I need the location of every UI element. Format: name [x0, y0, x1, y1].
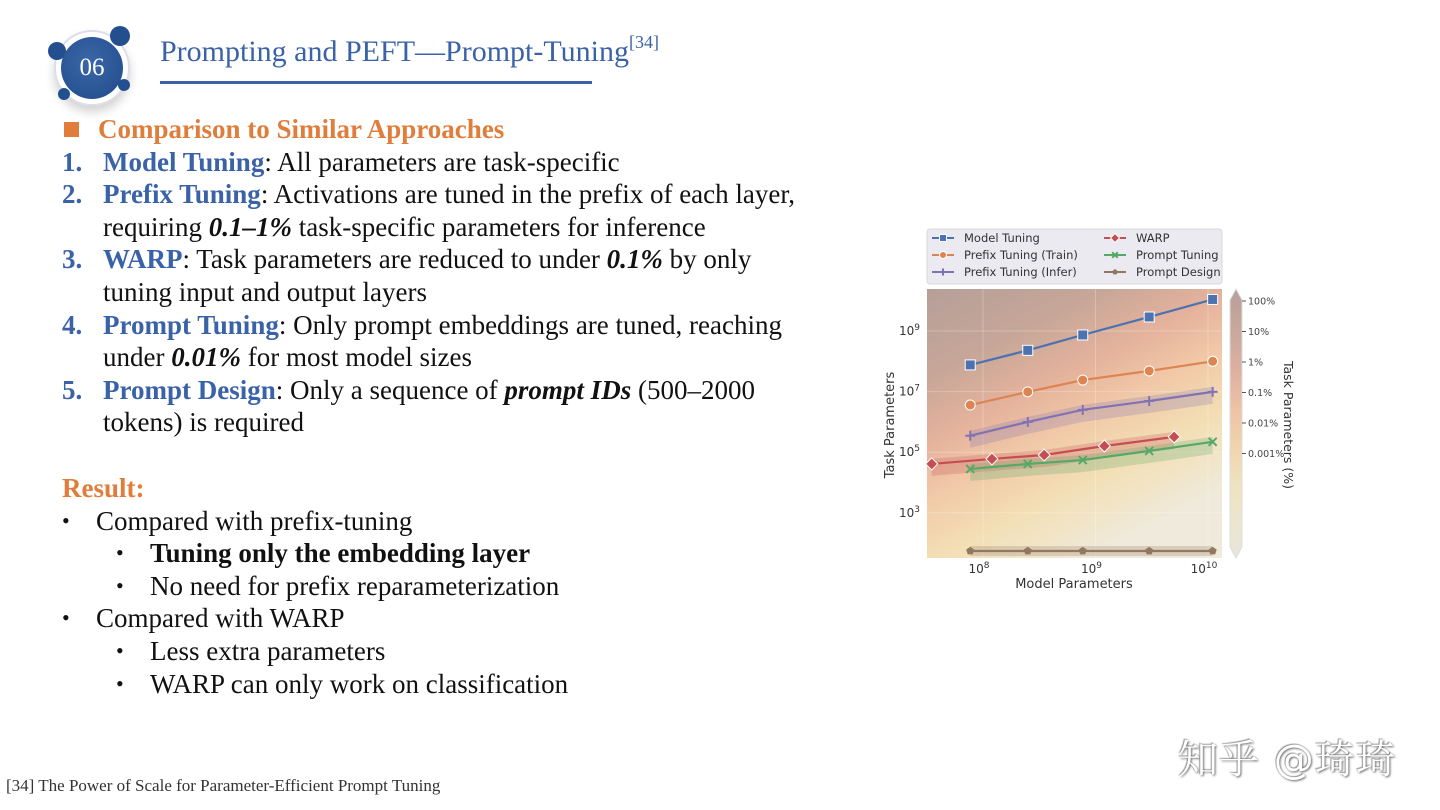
- square-bullet-icon: [64, 122, 79, 137]
- item-number: 5.: [62, 374, 83, 405]
- legend-label: WARP: [1136, 231, 1170, 245]
- bullet-icon: •: [62, 605, 70, 631]
- item-text: (500–2000 tokens) is required: [103, 374, 755, 438]
- axis-tick-label: $10^7$: [898, 383, 920, 399]
- comparison-heading-text: Comparison to Similar Approaches: [98, 114, 505, 144]
- comparison-section: [62, 113, 822, 439]
- bullet-text: WARP can only work on classification: [150, 668, 569, 699]
- y-axis-label: Task Parameters: [883, 371, 898, 479]
- bullet-item: [62, 505, 568, 538]
- section-number-badge: [48, 26, 136, 110]
- bullet-icon: •: [116, 637, 124, 663]
- colorbar: [1230, 289, 1242, 558]
- item-emphasis: 0.01%: [171, 342, 241, 373]
- item-name: Prompt Design: [103, 374, 276, 405]
- legend-label: Prefix Tuning (Train): [964, 248, 1078, 262]
- item-emphasis: 0.1–1%: [208, 211, 292, 242]
- sub-bullet-item: [62, 668, 568, 701]
- comparison-heading: [62, 113, 822, 146]
- colorbar-tick-label: 100%: [1248, 296, 1276, 308]
- axis-tick-label: $10^5$: [898, 444, 920, 460]
- axis-tick-label: $10^{10}$: [1190, 561, 1218, 576]
- list-item: [62, 146, 822, 179]
- bullet-text: Tuning only the embedding layer: [150, 538, 531, 569]
- legend-label: Prefix Tuning (Infer): [964, 265, 1077, 279]
- colorbar-tick-label: 0.001%: [1248, 449, 1285, 460]
- item-text: for most model sizes: [240, 342, 472, 373]
- badge-dot-icon: [58, 88, 70, 100]
- parameter-efficiency-chart: [878, 225, 1318, 600]
- item-text: : Only prompt embeddings are tuned, reaching under: [103, 309, 782, 373]
- watermark: 知乎 @琦琦: [1178, 737, 1397, 783]
- item-name: Model Tuning: [103, 146, 265, 177]
- axis-tick-label: $10^8$: [968, 561, 990, 576]
- bullet-icon: •: [116, 540, 124, 566]
- item-text: : All parameters are task-specific: [264, 146, 620, 177]
- item-number: 3.: [62, 244, 83, 275]
- colorbar-tick-label: 10%: [1248, 327, 1270, 338]
- item-number: 2.: [62, 179, 83, 210]
- sub-bullet-item: [62, 570, 568, 603]
- badge-dot-icon: [110, 26, 130, 46]
- item-text: task-specific parameters for inference: [291, 211, 706, 242]
- list-item: [62, 374, 822, 439]
- item-number: 4.: [62, 309, 83, 340]
- title-text: Prompting and PEFT—Prompt-Tuning: [160, 35, 629, 68]
- item-text: by only tuning input and output layers: [103, 244, 752, 307]
- list-item: [62, 178, 822, 243]
- sub-bullet-item: [62, 635, 568, 668]
- colorbar-tick-label: 1%: [1248, 357, 1264, 369]
- footnote: [34] The Power of Scale for Parameter-Efficient Prompt Tuning: [6, 776, 441, 795]
- item-emphasis: prompt IDs: [504, 374, 632, 405]
- item-text: : Only a sequence of: [275, 374, 505, 405]
- list-item: [62, 309, 822, 374]
- item-number: 1.: [62, 146, 83, 177]
- sub-bullet-item: [62, 537, 568, 570]
- axis-tick-label: $10^9$: [1080, 561, 1103, 576]
- colorbar-label: Task Parameters (%): [1281, 360, 1296, 490]
- legend-label: Prompt Design: [1136, 265, 1221, 279]
- result-section: [62, 472, 568, 700]
- bullet-text: Less extra parameters: [150, 635, 386, 666]
- result-heading: Result:: [62, 473, 145, 503]
- bullet-icon: •: [116, 572, 124, 598]
- bullet-item: [62, 602, 568, 635]
- item-text: : Task parameters are reduced to under: [182, 244, 607, 275]
- item-name: WARP: [103, 244, 183, 275]
- item-text: : Activations are tuned in the prefix of each layer, requiring: [103, 179, 796, 242]
- list-item: [62, 243, 822, 308]
- axis-tick-label: $10^3$: [898, 504, 920, 520]
- item-emphasis: 0.1%: [606, 244, 663, 275]
- title-reference: [34]: [628, 32, 659, 52]
- page-title: [160, 34, 659, 69]
- colorbar-tick-label: 0.01%: [1248, 418, 1279, 430]
- colorbar-tick-label: 0.1%: [1248, 388, 1273, 399]
- bullet-icon: •: [116, 670, 124, 696]
- x-axis-label: Model Parameters: [1015, 577, 1133, 592]
- item-name: Prefix Tuning: [103, 179, 261, 210]
- bullet-text: Compared with prefix-tuning: [96, 505, 413, 536]
- chart-canvas: [878, 225, 1318, 600]
- bullet-text: Compared with WARP: [96, 603, 345, 634]
- legend-label: Prompt Tuning: [1136, 248, 1219, 262]
- legend-label: Model Tuning: [964, 231, 1040, 245]
- item-name: Prompt Tuning: [103, 309, 279, 340]
- title-underline: [160, 81, 592, 84]
- bullet-icon: •: [62, 507, 70, 533]
- axis-tick-label: $10^9$: [898, 323, 920, 338]
- section-number: 06: [61, 37, 123, 99]
- bullet-text: No need for prefix reparameterization: [150, 570, 560, 601]
